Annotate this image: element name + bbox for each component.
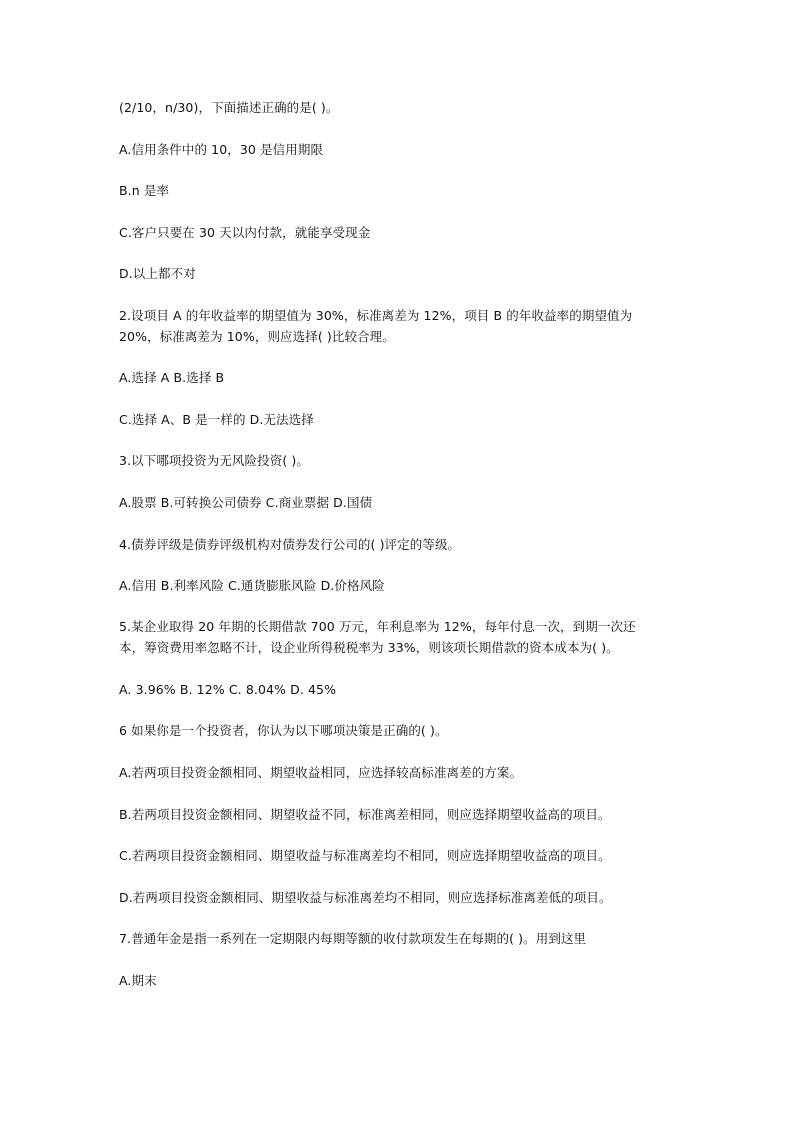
question-1-option-c: C.客户只要在 30 天以内付款，就能享受现金 — [119, 225, 371, 240]
question-4-options: A.信用 B.利率风险 C.通货膨胀风险 D.价格风险 — [119, 578, 385, 593]
question-5-options: A. 3.96% B. 12% C. 8.04% D. 45% — [119, 682, 337, 697]
question-1-option-b: B.n 是率 — [119, 183, 170, 198]
question-4-stem: 4.债券评级是债券评级机构对债券发行公司的( )评定的等级。 — [119, 537, 461, 552]
question-6-option-d: D.若两项目投资金额相同、期望收益与标准离差均不相同，则应选择标准离差低的项目。 — [119, 890, 612, 905]
question-6-option-a: A.若两项目投资金额相同、期望收益相同，应选择较高标准离差的方案。 — [119, 765, 523, 780]
question-5-stem-line-1: 5.某企业取得 20 年期的长期借款 700 万元，年利息率为 12%，每年付息一次，到期一次还 — [119, 619, 636, 634]
question-3-options: A.股票 B.可转换公司债券 C.商业票据 D.国债 — [119, 495, 373, 510]
question-2-options-cd: C.选择 A、B 是一样的 D.无法选择 — [119, 412, 314, 427]
question-5-stem-line-2: 本，筹资费用率忽略不计，设企业所得税税率为 33%，则该项长期借款的资本成本为( )。 — [119, 640, 619, 655]
question-2-stem-line-2: 20%，标准离差为 10%，则应选择( )比较合理。 — [119, 329, 395, 344]
question-6-stem: 6 如果你是一个投资者，你认为以下哪项决策是正确的( )。 — [119, 723, 448, 738]
question-1-option-d: D.以上都不对 — [119, 266, 196, 281]
question-6-option-b: B.若两项目投资金额相同、期望收益不同，标准离差相同，则应选择期望收益高的项目。 — [119, 807, 611, 822]
question-2-options-ab: A.选择 A B.选择 B — [119, 370, 225, 385]
question-1-option-a: A.信用条件中的 10，30 是信用期限 — [119, 142, 324, 157]
question-2-stem-line-1: 2.设项目 A 的年收益率的期望值为 30%，标准离差为 12%，项目 B 的年收益率的期望值为 — [119, 308, 633, 323]
question-3-stem: 3.以下哪项投资为无风险投资( )。 — [119, 453, 309, 468]
question-6-option-c: C.若两项目投资金额相同、期望收益与标准离差均不相同，则应选择期望收益高的项目。 — [119, 848, 611, 863]
question-7-stem: 7.普通年金是指一系列在一定期限内每期等额的收付款项发生在每期的( )。用到这里 — [119, 931, 587, 946]
question-7-option-a: A.期末 — [119, 973, 157, 988]
question-1-stem: (2/10，n/30)，下面描述正确的是( )。 — [119, 100, 339, 115]
